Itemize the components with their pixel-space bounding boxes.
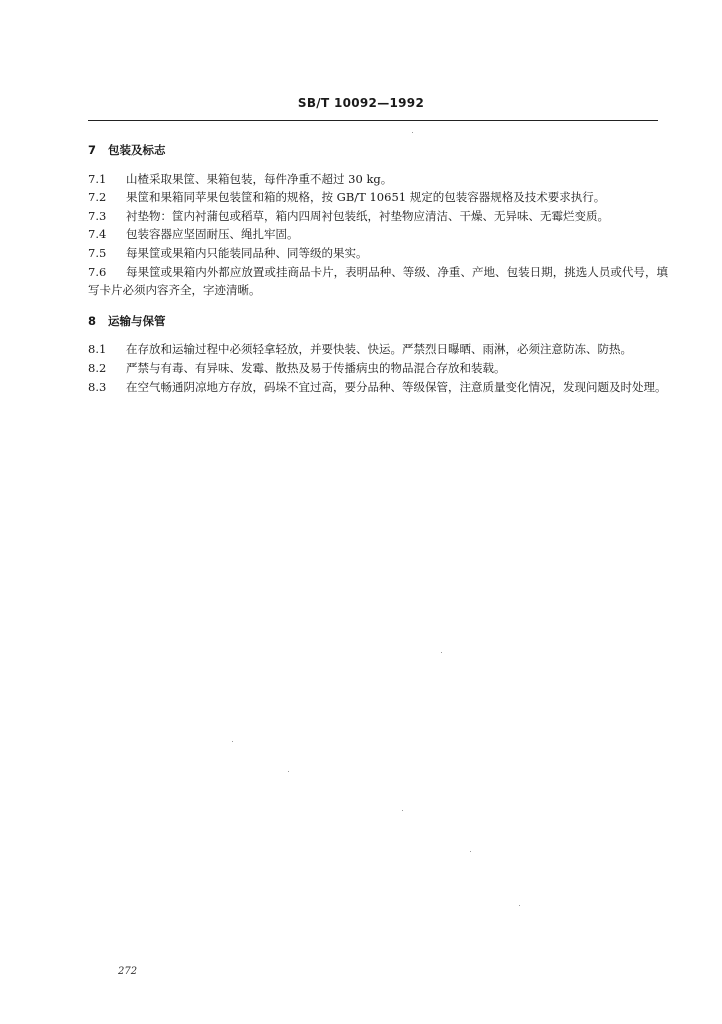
clause-number: 7.6 [88,264,107,279]
document-body [88,141,668,396]
clause-number: 7.4 [88,227,107,242]
section-title: 包装及标志 [108,143,166,157]
clause-text: 衬垫物：筐内衬蒲包或稻草，箱内四周衬包装纸，衬垫物应清洁、干燥、无异味、无霉烂变质。 [126,208,609,223]
clause-text: 每果筐或果箱内外都应放置或挂商品卡片，表明品种、等级、净重、产地、包装日期，挑选人员或代号，填写卡片必须内容齐全，字迹清晰。 [88,264,668,298]
clause [88,188,668,207]
clause-text: 严禁与有毒、有异味、发霉、散热及易于传播病虫的物品混合存放和装载。 [126,360,506,375]
clause-text: 包装容器应坚固耐压、绳扎牢固。 [126,227,299,242]
header-rule [88,120,658,121]
section-8 [88,312,668,396]
clause [88,170,668,189]
clause [88,207,668,226]
section-heading [88,141,668,160]
scan-speck [519,905,520,906]
clause-number: 8.2 [88,360,107,375]
clause-text: 果筐和果箱同苹果包装筐和箱的规格，按 GB/T 10651 规定的包装容器规格及技术要求执行。 [126,190,606,205]
scan-speck [232,741,233,742]
clause [88,378,668,397]
clause-number: 7.2 [88,190,107,205]
clause-number: 8.1 [88,342,107,357]
clause [88,340,668,359]
page-number: 272 [118,966,138,977]
clause [88,225,668,244]
clause-number: 7.3 [88,208,107,223]
section-spacer [88,300,668,312]
clause-number: 7.5 [88,245,107,260]
clause-text: 每果筐或果箱内只能装同品种、同等级的果实。 [126,245,368,260]
scan-speck [470,851,471,852]
clause-text: 山楂采取果筐、果箱包装，每件净重不超过 30 kg。 [126,171,393,186]
scan-speck [441,652,442,653]
clause-text: 在空气畅通阴凉地方存放，码垛不宜过高，要分品种、等级保管，注意质量变化情况，发现问题及时处理。 [126,379,667,394]
clause-number: 7.1 [88,171,107,186]
clause-number: 8.3 [88,379,107,394]
scan-speck [288,771,289,772]
clause-text: 在存放和运输过程中必须轻拿轻放，并要快装、快运。严禁烈日曝晒、雨淋，必须注意防冻、防热。 [126,342,632,357]
standard-code-header: SB/T 10092—1992 [297,96,425,110]
clause [88,244,668,263]
section-title: 运输与保管 [108,313,166,328]
clause [88,359,668,378]
section-heading [88,312,668,331]
section-7 [88,141,668,300]
scan-speck [402,810,403,811]
clause [88,263,668,300]
scan-speck [412,132,413,133]
section-number: 7 [88,143,97,157]
section-number: 8 [88,313,97,328]
